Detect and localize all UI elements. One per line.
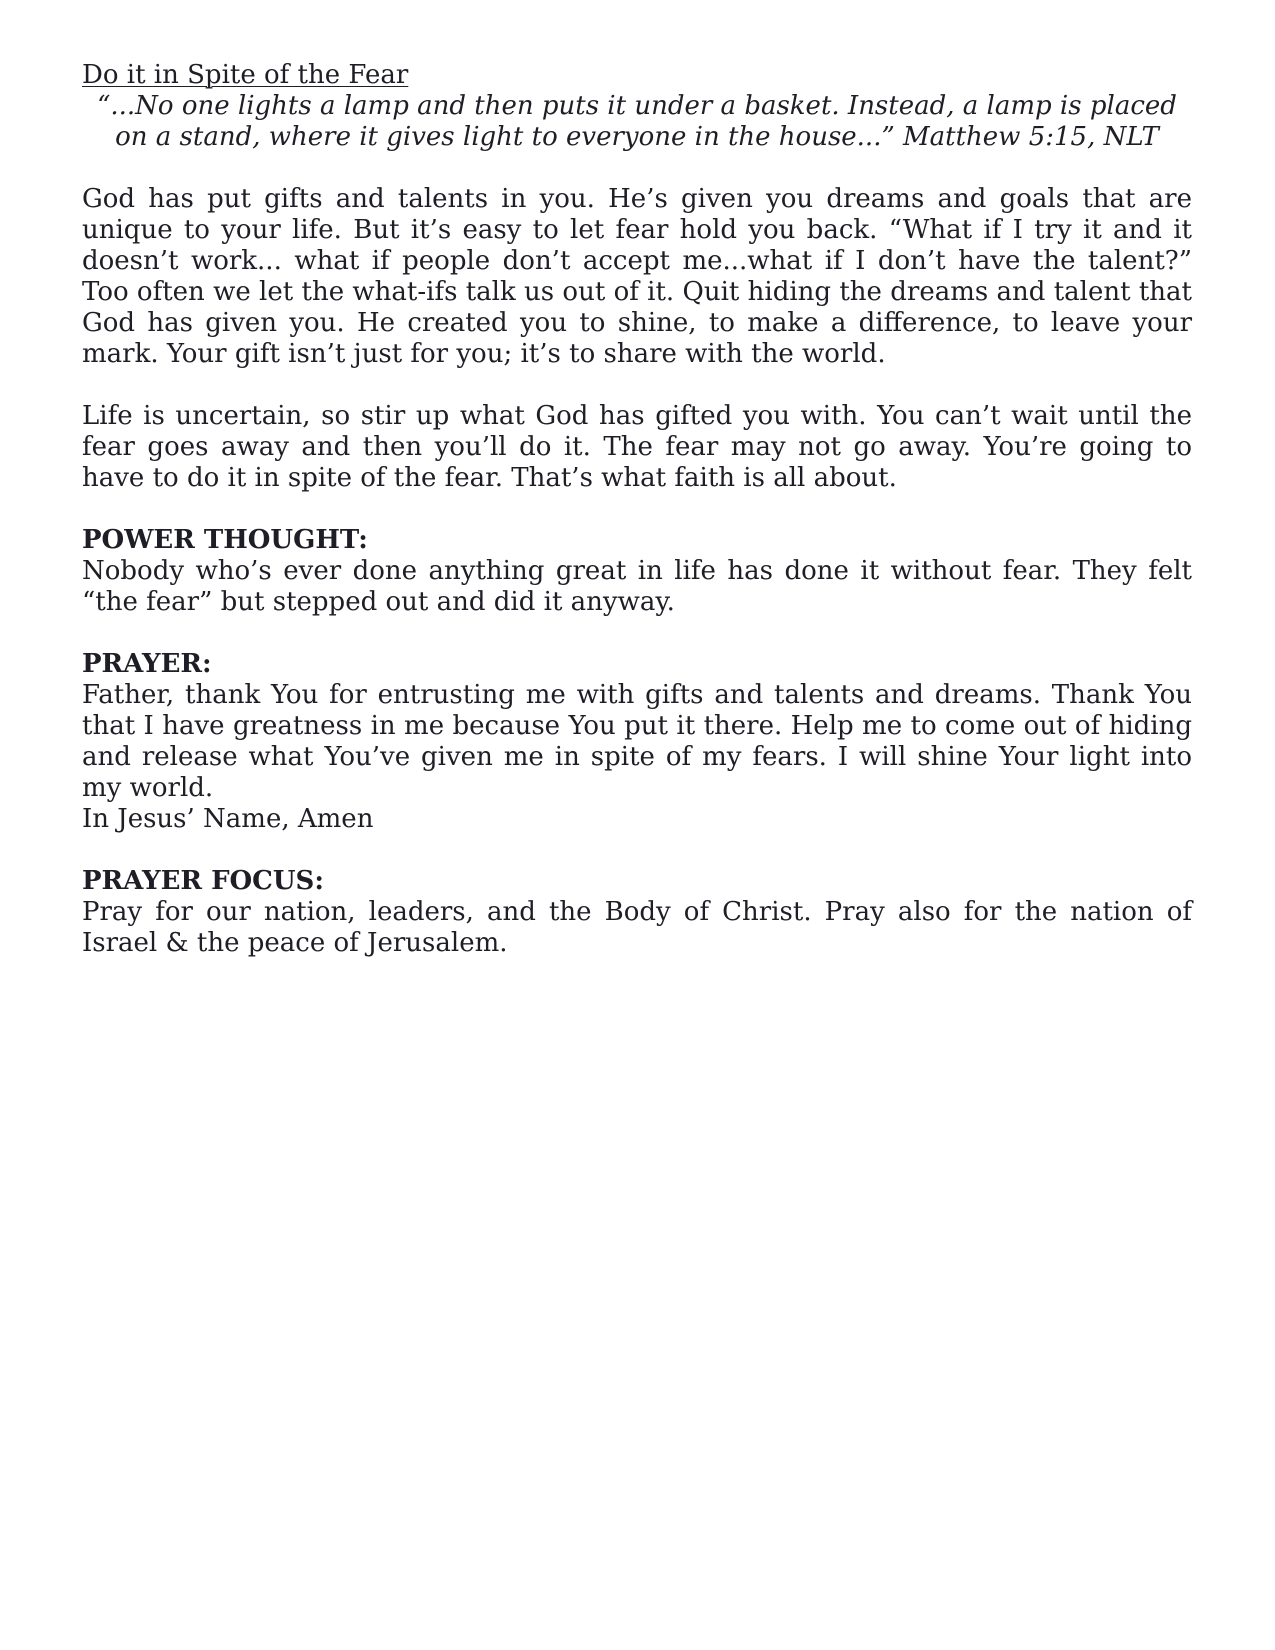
prayer-section [82,649,1192,835]
prayer-focus-section [82,866,1192,959]
scripture-verse: “...No one lights a lamp and then puts it under a basket. Instead, a lamp is placed on a stand, where it gives light to everyone in the house...” Matthew 5:15, NLT [97,91,1177,152]
power-thought-section [82,525,1192,618]
prayer-heading: PRAYER: [82,649,212,679]
power-thought-heading: POWER THOUGHT: [82,525,368,555]
prayer-text: Father, thank You for entrusting me with gifts and talents and dreams. Thank You that I have greatness in me because You put it there. Help me to come out of hiding and release what You’ve given me in spite of my fears. I will shine Your light into my world. [82,680,1192,803]
body-paragraph-1: God has put gifts and talents in you. He’s given you dreams and goals that are unique to your life. But it’s easy to let fear hold you back. “What if I try it and it doesn’t work... what if people don’t accept me...what if I don’t have the talent?” Too often we let the what-ifs talk us out of it. Quit hiding the dreams and talent that God has given you. He created you to shine, to make a difference, to leave your mark. Your gift isn’t just for you; it’s to share with the world. [82,184,1192,369]
body-paragraph-2: Life is uncertain, so stir up what God has gifted you with. You can’t wait until the fear goes away and then you’ll do it. The fear may not go away. You’re going to have to do it in spite of the fear. That’s what faith is all about. [82,401,1192,493]
prayer-focus-heading: PRAYER FOCUS: [82,866,324,896]
devotional-page [82,60,1192,959]
prayer-focus-text: Pray for our nation, leaders, and the Body of Christ. Pray also for the nation of Israel & the peace of Jerusalem. [82,897,1192,958]
power-thought-text: Nobody who’s ever done anything great in life has done it without fear. They felt “the fear” but stepped out and did it anyway. [82,556,1192,617]
devotional-title: Do it in Spite of the Fear [82,60,409,90]
prayer-closing: In Jesus’ Name, Amen [82,804,374,834]
prayer-text-block [82,680,1192,835]
